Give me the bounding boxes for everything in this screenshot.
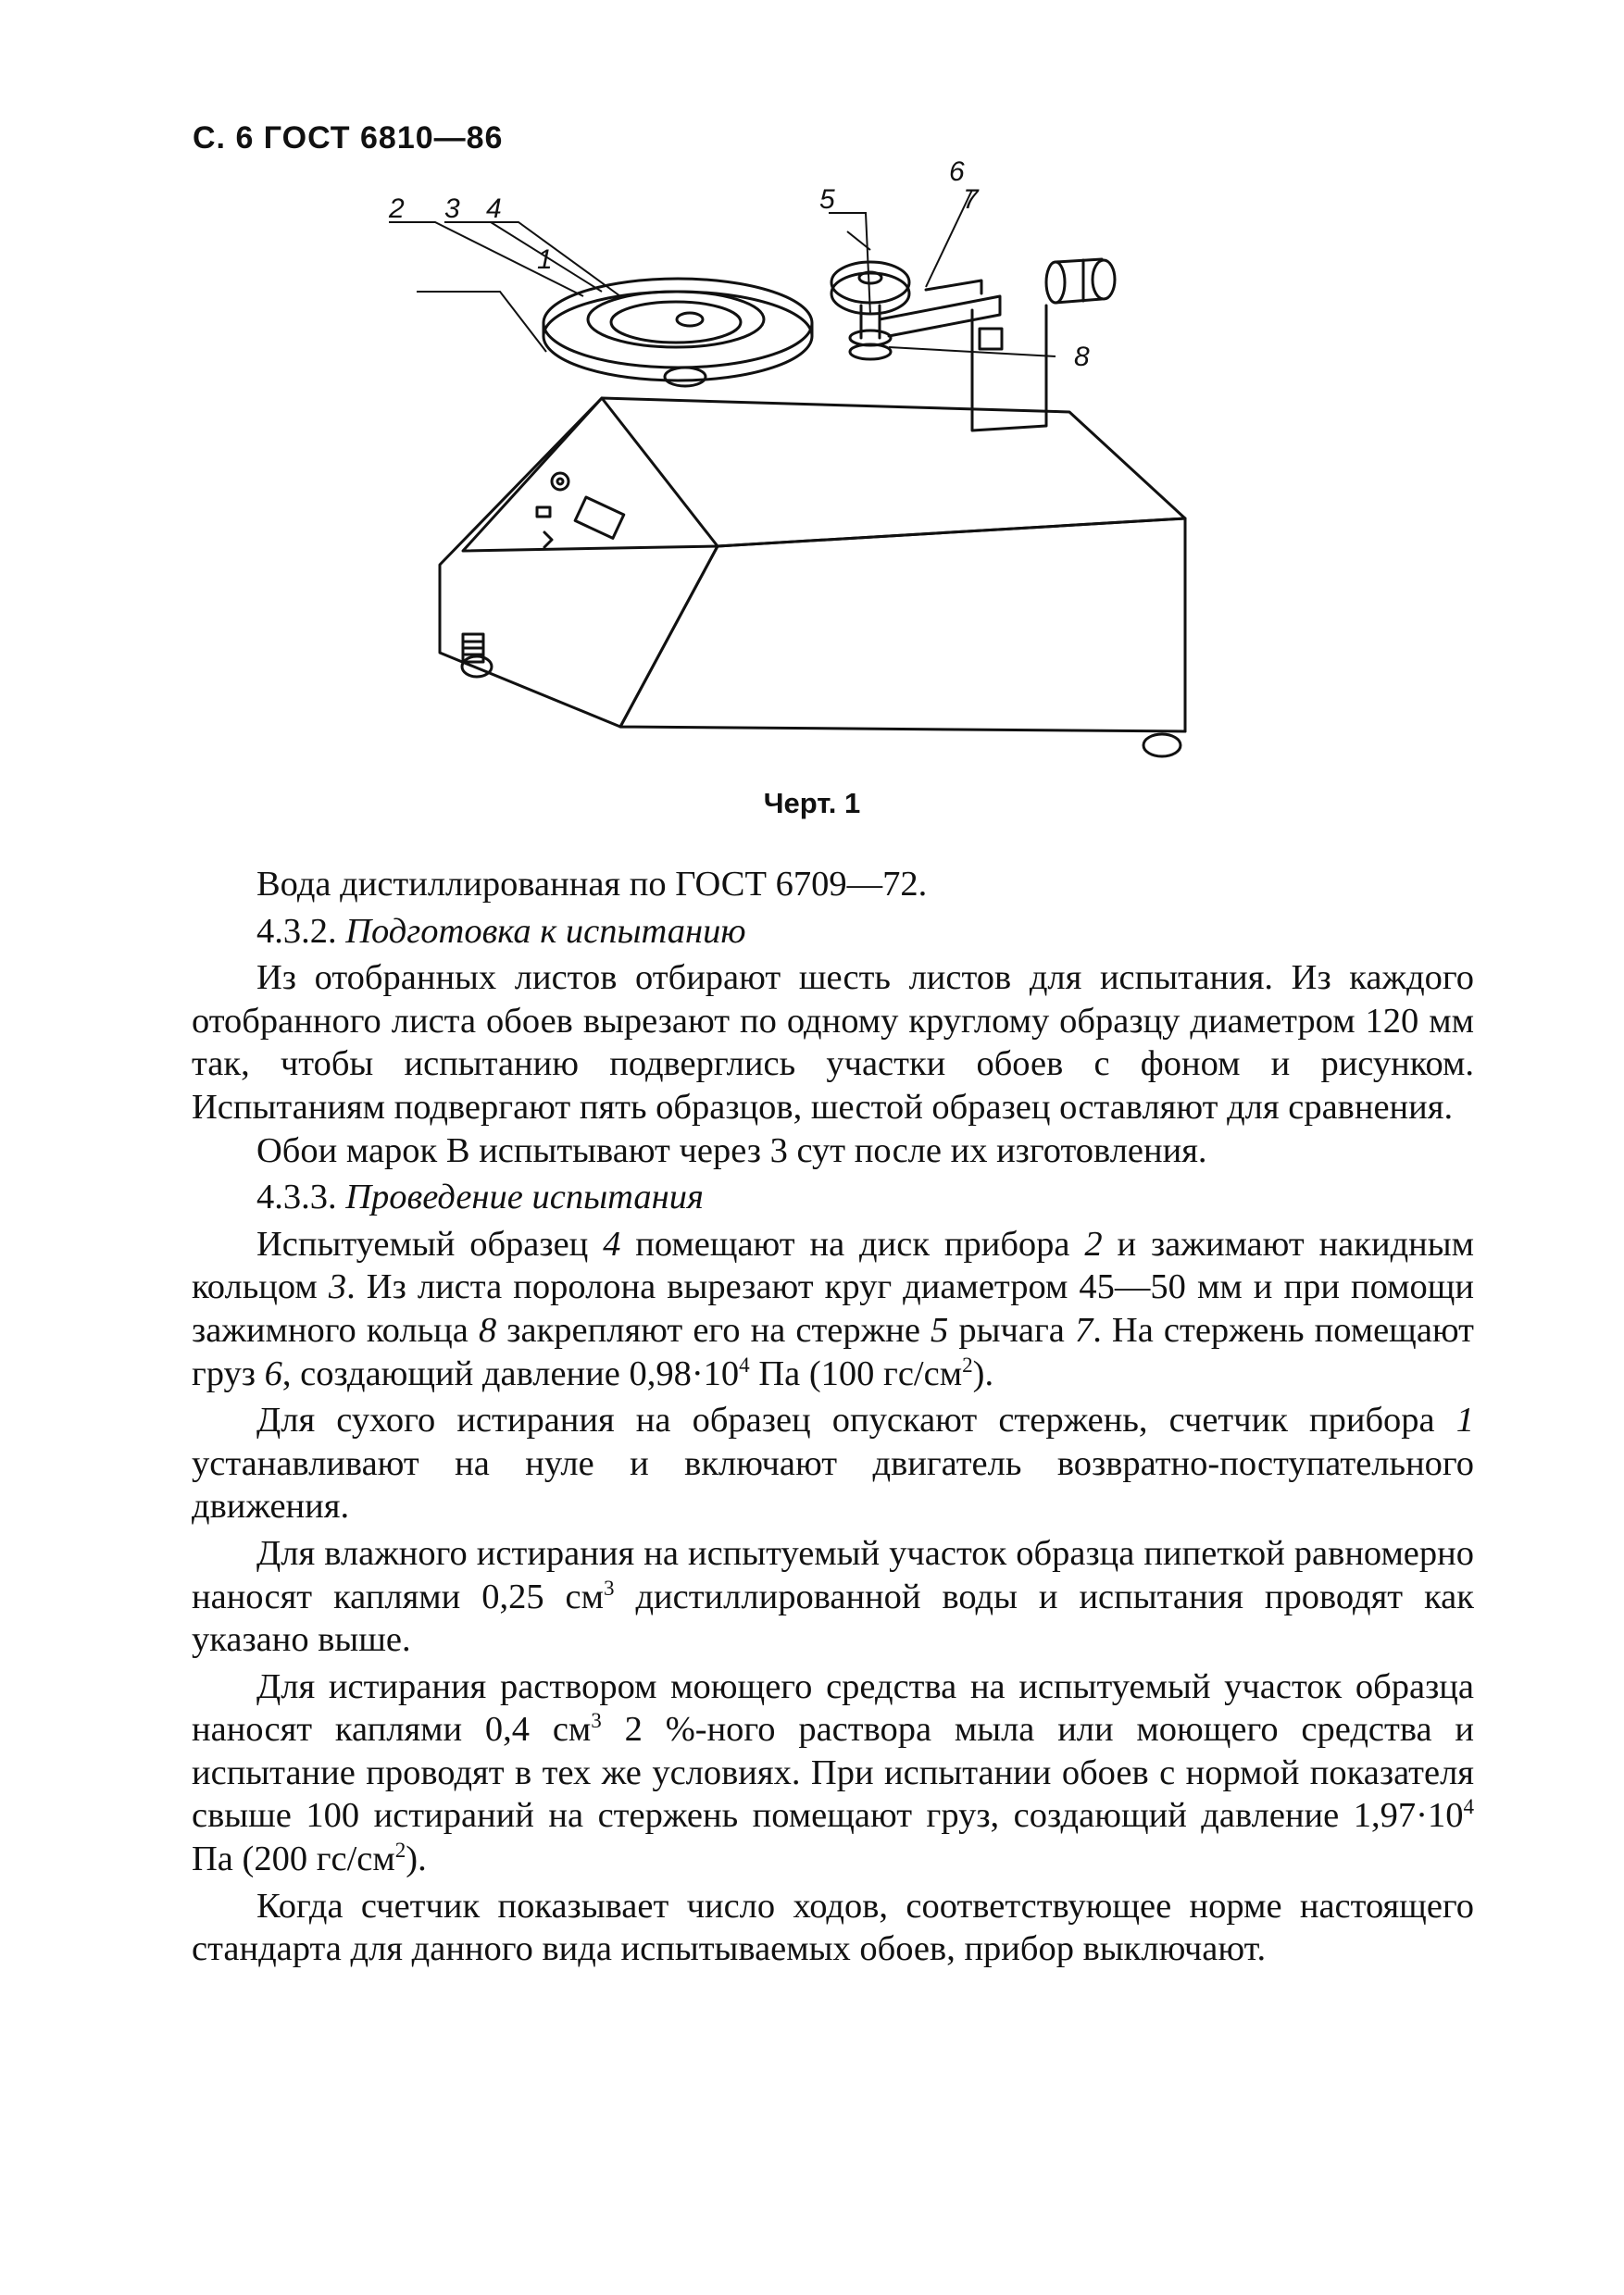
- page-header: С. 6 ГОСТ 6810—86: [193, 120, 504, 156]
- figure-label: 2: [389, 193, 405, 224]
- figure-label: 4: [486, 193, 502, 224]
- paragraph: Испытуемый образец 4 помещают на диск прибора 2 и зажимают накидным кольцом 3. Из листа поролона вырезают круг диаметром 45—50 мм и при помощи зажимного кольца 8 закрепляют его на стержне 5 рычага 7. На стержень помещают груз 6, создающий давление $0,98\cdot 10^4$ Па (100 $гс/см^2$).: [192, 1224, 1474, 1393]
- paragraph: Обои марок В испытывают через 3 сут после их изготовления.: [256, 1130, 1207, 1170]
- figure-label: 3: [444, 193, 460, 224]
- figure-label: 8: [1074, 342, 1090, 372]
- figure-label: 5: [819, 184, 835, 215]
- figure-caption: Черт. 1: [763, 787, 861, 819]
- paragraph: Из отобранных листов отбирают шесть листов для испытания. Из каждого отобранного листа обоев вырезают по одному круглому образцу диаметром 120 мм так, чтобы испытанию подверглись участки обоев с фоном и рисунком. Испытаниям подвергают пять образцов, шестой образец оставляют для сравнения.: [192, 958, 1474, 1127]
- figure-label: 6: [949, 156, 965, 187]
- section-heading-4-3-3: 4.3.3. Проведение испытания: [256, 1178, 704, 1217]
- paragraph: Для истирания раствором моющего средства на испытуемый участок образца наносят каплями 0,4 $см^3$ 2 %-ного раствора мыла или моющего средства и испытание проводят в тех же условиях. При испытании обоев с нормой показателя свыше 100 истираний на стержень помещают груз, создающий давление $1,97\cdot 10^4$ Па (200 $гс/см^2$).: [192, 1666, 1474, 1879]
- figure-label: 7: [963, 184, 979, 215]
- figure-label: 1: [537, 244, 553, 275]
- paragraph: Для сухого истирания на образец опускают стержень, счетчик прибора 1 устанавливают на нуле и включают двигатель возвратно-поступательного движения.: [192, 1401, 1474, 1527]
- main-text: [192, 863, 1474, 1971]
- paragraph: Вода дистиллированная по ГОСТ 6709—72.: [256, 865, 928, 904]
- paragraph: Когда счетчик показывает число ходов, соответствующее норме настоящего стандарта для данного вида испытываемых обоев, прибор выключают.: [192, 1886, 1474, 1969]
- paragraph: Для влажного истирания на испытуемый участок образца пипеткой равномерно наносят каплями 0,25 $см^3$ дистиллированной воды и испытания проводят как указано выше.: [192, 1533, 1474, 1660]
- abrasion-device-drawing: [389, 156, 1241, 782]
- section-heading-4-3-2: 4.3.2. Подготовка к испытанию: [256, 911, 746, 951]
